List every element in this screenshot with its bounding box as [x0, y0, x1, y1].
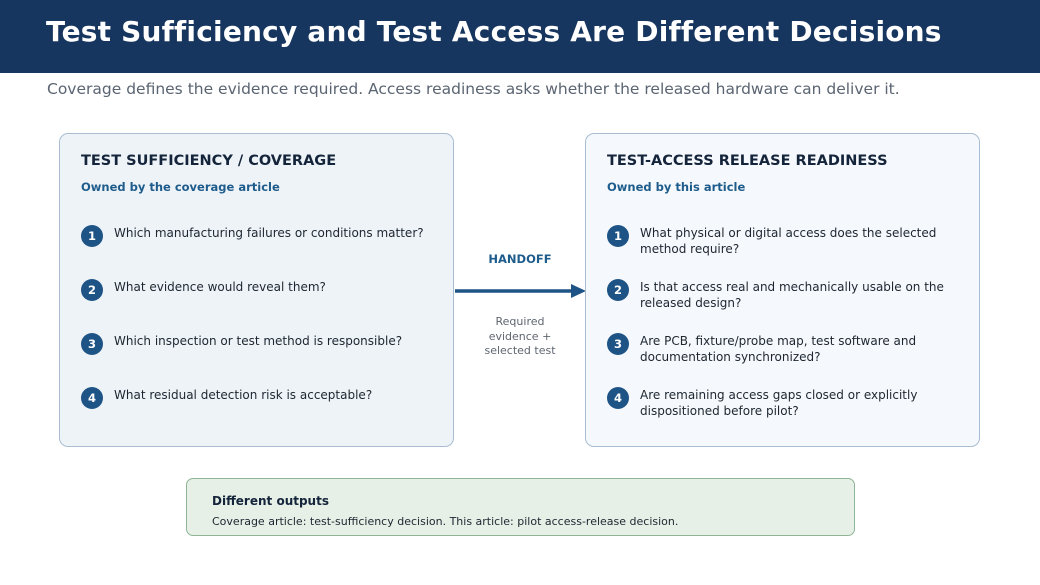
outputs-box [186, 478, 855, 536]
step-text: What evidence would reveal them? [114, 280, 326, 294]
page-subtitle: Coverage defines the evidence required. Access readiness asks whether the released hardware can deliver it. [47, 80, 900, 98]
access-readiness-panel [585, 133, 980, 447]
step-text: Which manufacturing failures or conditions matter? [114, 226, 424, 240]
header-banner [0, 0, 1040, 73]
step-number-badge: 1 [607, 225, 629, 247]
step-text: Which inspection or test method is responsible? [114, 334, 403, 348]
step-number-badge: 3 [81, 333, 103, 355]
coverage-panel-title: TEST SUFFICIENCY / COVERAGE [81, 153, 337, 169]
step-number-badge: 4 [81, 387, 103, 409]
step-text: What residual detection risk is acceptable? [114, 388, 373, 402]
access-panel-title: TEST-ACCESS RELEASE READINESS [607, 153, 888, 169]
step-number-badge: 4 [607, 387, 629, 409]
step-number-badge: 3 [607, 333, 629, 355]
step-number-badge: 2 [81, 279, 103, 301]
outputs-title: Different outputs [212, 494, 329, 508]
step-number-badge: 2 [607, 279, 629, 301]
coverage-panel-owner: Owned by the coverage article [81, 180, 280, 194]
step-text: Are remaining access gaps closed or explicitly dispositioned before pilot? [640, 388, 918, 418]
outputs-text: Coverage article: test-sufficiency decision. This article: pilot access-release decision. [212, 515, 679, 528]
page-title: Test Sufficiency and Test Access Are Different Decisions [46, 15, 942, 48]
access-panel-owner: Owned by this article [607, 180, 746, 194]
coverage-panel [59, 133, 454, 447]
handoff-arrow-icon [455, 281, 587, 301]
handoff-note: Required evidence + selected test [484, 315, 556, 357]
step-text: Is that access real and mechanically usable on the released design? [640, 280, 944, 310]
handoff-label: HANDOFF [488, 252, 552, 266]
step-number-badge: 1 [81, 225, 103, 247]
step-text: Are PCB, fixture/probe map, test software and documentation synchronized? [640, 334, 917, 364]
step-text: What physical or digital access does the selected method require? [640, 226, 937, 256]
